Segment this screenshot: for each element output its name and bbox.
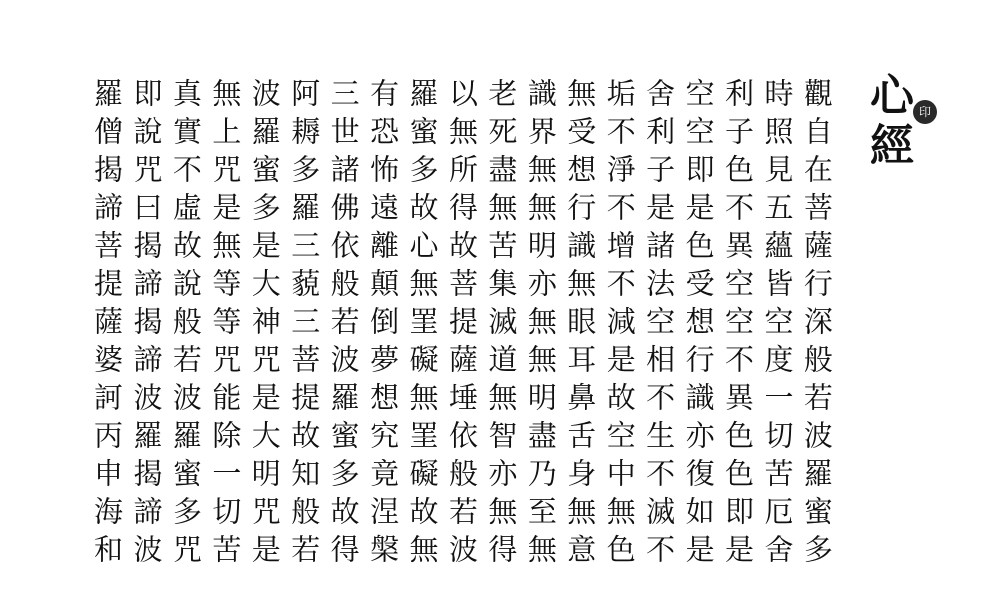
text-column-15: 波羅蜜多是大神咒是大明咒是 [247, 78, 282, 572]
text-column-14: 阿耨多羅三藐三菩提故知般若 [287, 78, 322, 572]
text-column-3: 利子色不異空空不異色色即是 [721, 78, 755, 572]
text-column-13: 三世諸佛依般若波羅蜜多故得 [326, 78, 361, 572]
text-column-7: 無受想行識無眼耳鼻舌身無意 [563, 78, 598, 572]
text-column-16: 無上咒是無等等咒能除一切苦 [208, 78, 243, 572]
sutra-title: 心經 [862, 72, 913, 172]
text-column-4: 空空即是色受想行識亦復如是 [681, 78, 716, 572]
text-column-9: 老死盡無苦集滅道無智亦無得 [484, 78, 519, 572]
text-column-10: 以無所得故菩提薩埵依般若波 [444, 78, 479, 572]
text-column-18: 即說咒曰揭諦揭諦波羅揭諦波 [129, 78, 164, 572]
text-column-19: 羅僧揭諦菩提薩婆訶丙申海和 [90, 78, 124, 572]
sutra-text-columns [88, 78, 836, 572]
text-column-1: 觀自在菩薩行深般若波羅蜜多 [799, 78, 834, 572]
text-column-2: 時照見五蘊皆空度一切苦厄舍 [760, 78, 795, 572]
text-column-8: 識界無無明亦無無明盡乃至無 [523, 78, 558, 572]
text-column-5: 舍利子是諸法空相不生不滅不 [642, 78, 677, 572]
text-column-11: 羅蜜多故心無罣礙無罣礙故無 [405, 78, 440, 572]
text-column-12: 有恐怖遠離顛倒夢想究竟涅槃 [366, 78, 401, 572]
title-block [857, 72, 931, 222]
text-column-17: 真實不虛故說般若波羅蜜多咒 [168, 78, 203, 572]
text-column-6: 垢不淨不增不減是故空中無色 [602, 78, 637, 572]
seal-stamp: 印 [913, 100, 937, 124]
